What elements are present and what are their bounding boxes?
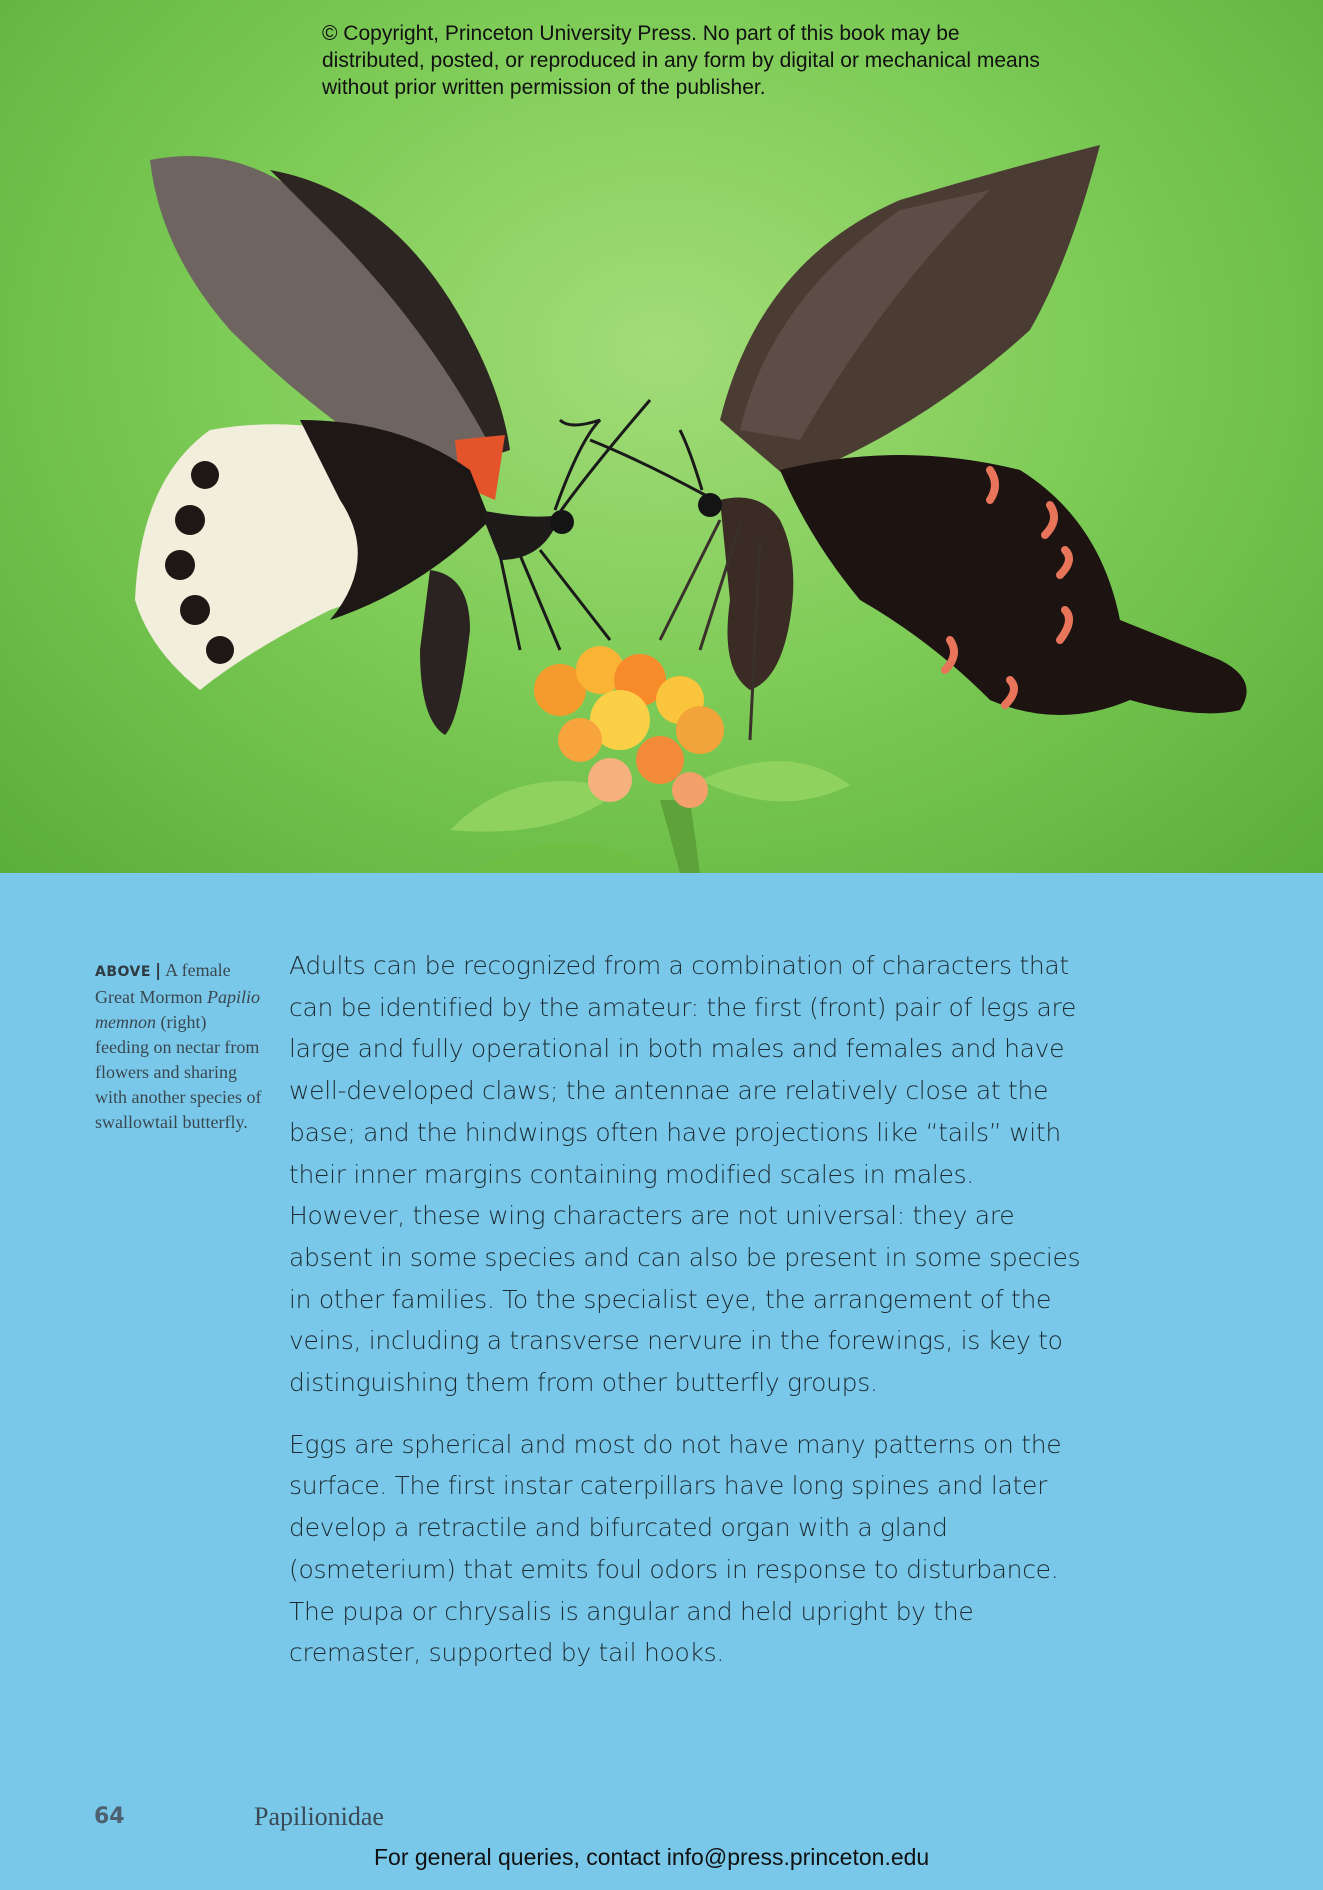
caption-text-before: A female Great Mormon [95,960,231,1007]
figure-caption [95,958,263,1135]
paragraph-1: Adults can be recognized from a combination of characters that can be identified by the amateur: the first (front) pair of legs are large and fully operational in both males and females and have well-developed claws; the antennae are relatively close at the base; and the hindwings often have projections like “tails” with their inner margins containing modified scales in males. However, these wing characters are not universal: they are absent in some species and can also be present in some species in other families. To the specialist eye, the arrangement of the veins, including a transverse nervure in the forewings, is key to distinguishing them from other butterfly groups. [289,951,1081,1398]
contact-note: For general queries, contact info@press.princeton.edu [374,1844,930,1870]
paragraph-2: Eggs are spherical and most do not have many patterns on the surface. The first instar caterpillars have long spines and later develop a retractile and bifurcated organ with a gland (osmeterium) that emits foul odors in response to disturbance. The pupa or chrysalis is angular and held upright by the cremaster, supported by tail hooks. [289,1429,1062,1668]
copyright-notice: © Copyright, Princeton University Press. No part of this book may be distributed, posted, or reproduced in any form by digital or mechanical means without prior written permission of the publisher. [322,22,1040,99]
caption-separator: | [154,961,162,981]
page-number: 64 [94,1804,125,1829]
butterflies-illustration [0,0,1323,873]
caption-tag: ABOVE [95,964,151,980]
caption-species: Papilio memnon [95,987,260,1032]
main-text [289,945,1089,1694]
butterfly-photo [0,0,1323,873]
running-head: Papilionidae [254,1802,384,1831]
caption-text-after: (right) feeding on nectar from flowers and sharing with another species of swallowtail butterfly. [95,1012,262,1132]
